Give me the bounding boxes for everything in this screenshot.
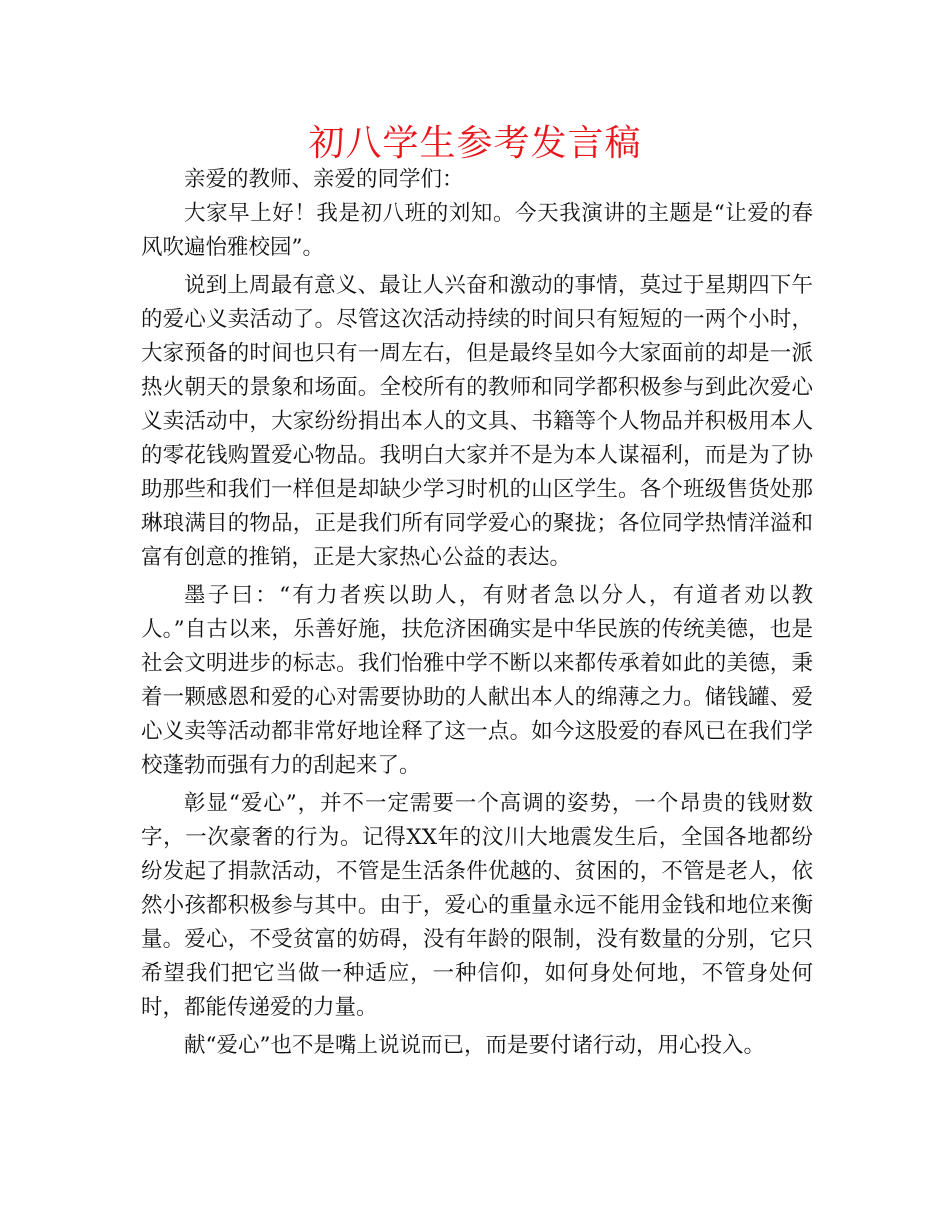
paragraph-greeting: 大家早上好！我是初八班的刘知。今天我演讲的主题是“让爱的春风吹遍怡雅校园”。 [141, 201, 813, 260]
document-body [141, 163, 813, 1063]
paragraph-mozi-quote: 墨子曰：“有力者疾以助人，有财者急以分人，有道者劝以教人。”自古以来，乐善好施，扶危济困确实是中华民族的传统美德，也是社会文明进步的标志。我们怡雅中学不断以来都传承着如此的美德，秉着一颗感恩和爱的心对需要协助的人献出本人的绵薄之力。储钱罐、爱心义卖等活动都非常好地诠释了这一点。如今这股爱的春风已在我们学校蓬勃而强有力的刮起来了。 [141, 583, 813, 778]
salutation: 亲爱的教师、亲爱的同学们： [184, 167, 464, 192]
document-title: 初八学生参考发言稿 [308, 123, 642, 164]
paragraph-action: 献“爱心”也不是嘴上说说而已，而是要付诸行动，用心投入。 [184, 1033, 765, 1058]
paragraph-charity-sale: 说到上周最有意义、最让人兴奋和激动的事情，莫过于星期四下午的爱心义卖活动了。尽管这次活动持续的时间只有短短的一两个小时，大家预备的时间也只有一周左右，但是最终呈如今大家面前的却是一派热火朝天的景象和场面。全校所有的教师和同学都积极参与到此次爱心义卖活动中，大家纷纷捐出本人的文具、书籍等个人物品并积极用本人的零花钱购置爱心物品。我明白大家并不是为本人谋福利，而是为了协助那些和我们一样但是却缺少学习时机的山区学生。各个班级售货处那琳琅满目的物品，正是我们所有同学爱心的聚拢；各位同学热情洋溢和富有创意的推销，正是大家热心公益的表达。 [141, 273, 813, 570]
paragraph-showing-love: 彰显“爱心”，并不一定需要一个高调的姿势，一个昂贵的钱财数字，一次豪奢的行为。记得XX年的汶川大地震发生后，全国各地都纷纷发起了捐款活动，不管是生活条件优越的、贫困的，不管是老人，依然小孩都积极参与其中。由于，爱心的重量永远不能用金钱和地位来衡量。爱心，不受贫富的妨碍，没有年龄的限制，没有数量的分别，它只希望我们把它当做一种适应，一种信仰，如何身处何地，不管身处何时，都能传递爱的力量。 [141, 791, 813, 1020]
